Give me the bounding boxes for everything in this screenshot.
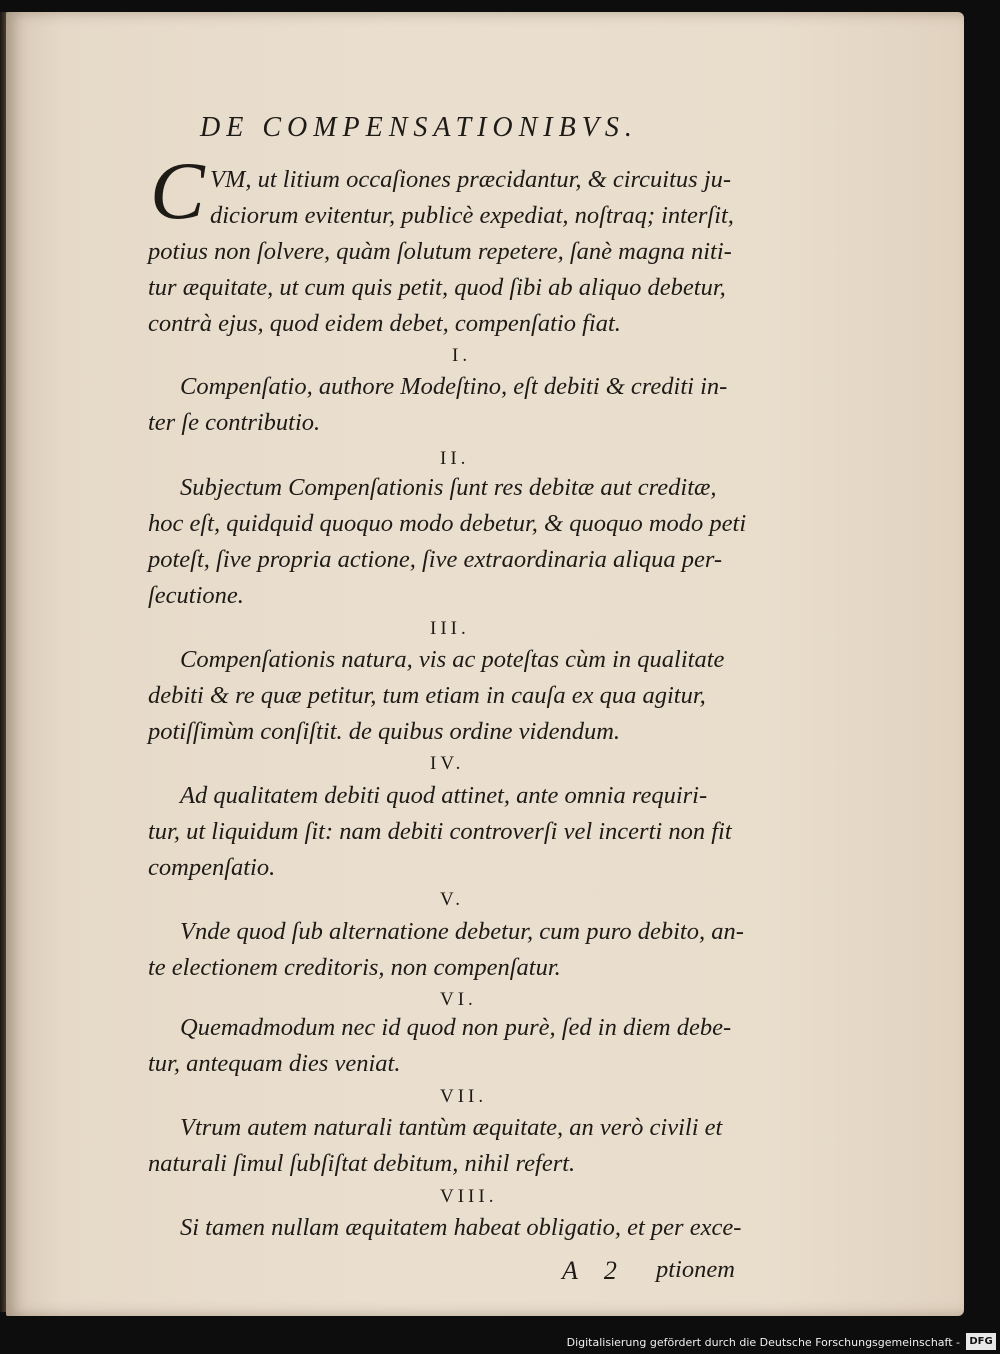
section-numeral: VII. (440, 1086, 488, 1107)
section-numeral: III. (430, 618, 470, 639)
running-head: DE COMPENSATIONIBVS. (200, 112, 638, 143)
intro-line: tur æquitate, ut cum quis petit, quod ſibi ab aliquo debetur, (148, 274, 726, 301)
section-line: Vnde quod ſub alternatione debetur, cum puro debito, an- (180, 918, 744, 945)
section-line: Vtrum autem naturali tantùm æquitate, an verò civili et (180, 1114, 723, 1141)
section-line: Compenſationis natura, vis ac poteſtas cùm in qualitate (180, 646, 725, 673)
section-numeral: I. (452, 345, 472, 366)
section-line: Ad qualitatem debiti quod attinet, ante omnia requiri- (180, 782, 708, 809)
section-numeral: II. (440, 448, 470, 469)
section-line: compenſatio. (148, 854, 276, 881)
section-line: tur, ut liquidum ſit: nam debiti controverſi vel incerti non fit (148, 818, 732, 845)
section-line: debiti & re quæ petitur, tum etiam in cauſa ex qua agitur, (148, 682, 706, 709)
intro-line: potius non ſolvere, quàm ſolutum repetere, ſanè magna niti- (148, 238, 732, 265)
section-line: naturali ſimul ſubſiſtat debitum, nihil refert. (148, 1150, 576, 1177)
section-line: Si tamen nullam æquitatem habeat obligatio, et per exce- (180, 1214, 742, 1241)
intro-line: VM, ut litium occaſiones præcidantur, & circuitus ju- (210, 166, 732, 193)
section-line: tur, antequam dies veniat. (148, 1050, 401, 1077)
section-line: Quemadmodum nec id quod non purè, ſed in diem debe- (180, 1014, 732, 1041)
intro-line: contrà ejus, quod eidem debet, compenſatio fiat. (148, 310, 621, 337)
section-line: hoc eſt, quidquid quoquo modo debetur, & quoquo modo peti (148, 510, 747, 537)
section-numeral: VIII. (440, 1186, 498, 1207)
drop-capital: C (150, 145, 205, 236)
section-line: ter ſe contributio. (148, 409, 321, 436)
section-numeral: VI. (440, 989, 477, 1010)
section-numeral: V. (440, 889, 465, 910)
signature-mark: A 2 (562, 1256, 627, 1285)
section-line: te electionem creditoris, non compenſatur. (148, 954, 561, 981)
dfg-logo: DFG (966, 1333, 996, 1350)
catchword: ptionem (656, 1256, 735, 1283)
section-line: poteſt, ſive propria actione, ſive extraordinaria aliqua per- (148, 546, 723, 573)
section-numeral: IV. (430, 753, 465, 774)
section-line: Subjectum Compenſationis ſunt res debitæ aut creditæ, (180, 474, 717, 501)
footer-credit: Digitalisierung gefördert durch die Deutsche Forschungsgemeinschaft - (566, 1336, 960, 1349)
intro-line: diciorum evitentur, publicè expediat, noſtraq; interſit, (210, 202, 734, 229)
section-line: Compenſatio, authore Modeſtino, eſt debiti & crediti in- (180, 373, 728, 400)
section-line: ſecutione. (148, 582, 244, 609)
section-line: potiſſimùm conſiſtit. de quibus ordine videndum. (148, 718, 621, 745)
